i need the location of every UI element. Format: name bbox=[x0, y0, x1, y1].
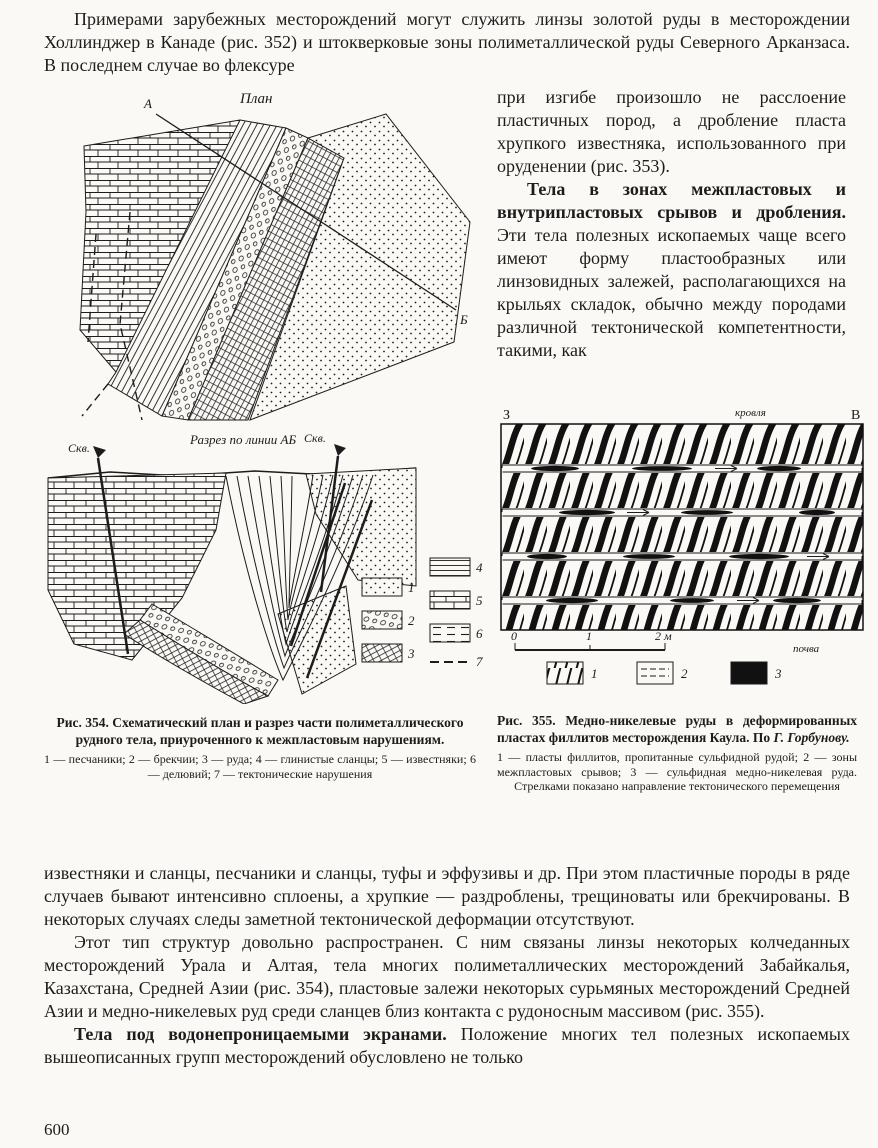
legend-number: 1 bbox=[591, 666, 598, 681]
shear-zone bbox=[503, 552, 862, 561]
plan-point-b: Б bbox=[460, 312, 468, 327]
scale-label: 1 bbox=[586, 629, 592, 643]
right-column bbox=[497, 86, 846, 402]
legend-number: 3 bbox=[408, 646, 415, 661]
legend-number: 5 bbox=[476, 593, 483, 608]
top-paragraph bbox=[44, 8, 850, 77]
legend-number: 3 bbox=[775, 666, 782, 681]
legend-swatch-phyllite bbox=[547, 662, 583, 684]
label-east: В bbox=[851, 408, 861, 423]
label-west: З bbox=[503, 408, 511, 423]
paragraph bbox=[44, 1023, 850, 1069]
scale-label: 0 bbox=[511, 629, 517, 643]
paragraph bbox=[497, 86, 846, 178]
caption-author: Г. Горбунову. bbox=[773, 730, 850, 745]
legend-swatch-clay-shale bbox=[430, 558, 470, 576]
section-title: Разрез по линии АБ bbox=[190, 432, 297, 447]
shear-zone bbox=[503, 596, 862, 605]
legend-number: 6 bbox=[476, 626, 483, 641]
legend-number: 2 bbox=[408, 613, 415, 628]
fig354-plan-diagram bbox=[44, 84, 480, 424]
shear-zone bbox=[503, 464, 862, 473]
borehole-flag bbox=[334, 444, 346, 456]
legend-swatch-limestone bbox=[430, 591, 470, 609]
fig355-legend bbox=[547, 662, 782, 684]
plan-point-a: А bbox=[144, 96, 152, 111]
paragraph-text: Примерами зарубежных месторождений могут служить линзы золотой руды в месторождении Холлинджер в Канаде (рис. 352) и штокверковые зоны полиметаллической руды Северного Арканзаса. В последнем случае во флексуре bbox=[44, 9, 850, 75]
legend-number: 1 bbox=[408, 580, 415, 595]
paragraph-text: известняки и сланцы, песчаники и сланцы, туфы и эффузивы и др. При этом пластичные породы в ряде случаев бывают интенсивно сплоены, а хрупкие — раздроблены, трещиноваты или брекчированы. В некоторых случаях следы заметной тектонической деформации отсутствуют. bbox=[44, 863, 850, 929]
caption-title-text: Рис. 355. Медно-никелевые руды в деформированных пластах филлитов месторождения Каула. По bbox=[497, 713, 857, 745]
label-roof: кровля bbox=[735, 407, 766, 419]
legend-number: 4 bbox=[476, 560, 483, 575]
fig355-scale-bar bbox=[511, 629, 672, 650]
borehole-label: Скв. bbox=[304, 431, 326, 445]
fig354-caption bbox=[44, 714, 476, 781]
run-in-heading: Тела в зонах межпластовых и внутрипластовых срывов и дробления. bbox=[497, 179, 846, 222]
fig354-section-diagram bbox=[40, 428, 492, 704]
legend-swatch-breccia bbox=[362, 611, 402, 629]
label-floor: почва bbox=[793, 643, 820, 655]
caption-title bbox=[497, 712, 857, 746]
legend-swatch-shear bbox=[637, 662, 673, 684]
paragraph bbox=[44, 931, 850, 1023]
borehole-label: Скв. bbox=[68, 441, 90, 455]
bottom-text bbox=[44, 862, 850, 1069]
shear-zone bbox=[503, 508, 862, 517]
paragraph-text: Положение многих тел полезных ископаемых вышеописанных групп месторождений обусловлено не только bbox=[44, 1024, 851, 1067]
page-number: 600 bbox=[44, 1120, 70, 1139]
legend-swatch-ore bbox=[362, 644, 402, 662]
caption-legend: 1 — песчаники; 2 — брекчии; 3 — руда; 4 — глинистые сланцы; 5 — известняки; 6 — делювий; 7 — тектонические нарушения bbox=[44, 752, 476, 781]
legend-swatch-sandstone bbox=[362, 578, 402, 596]
fig355-caption bbox=[497, 712, 857, 794]
legend-number: 2 bbox=[681, 666, 688, 681]
borehole-flag bbox=[93, 446, 106, 458]
caption-legend: 1 — пласты филлитов, пропитанные сульфидной рудой; 2 — зоны межпластовых срывов; 3 — сульфидная медно-никелевая руда. Стрелками показано направление тектонического перемещения bbox=[497, 750, 857, 793]
caption-title: Рис. 354. Схематический план и разрез части полиметаллического рудного тела, приуроченного к межпластовым нарушениям. bbox=[56, 715, 464, 747]
plan-title: План bbox=[240, 91, 273, 107]
run-in-heading: Тела под водонепроницаемыми экранами. bbox=[74, 1024, 447, 1044]
legend-number: 7 bbox=[476, 654, 483, 669]
paragraph-text: при изгибе произошло не расслоение пластичных пород, а дробление пласта хрупкого известняка, использованного при оруденении (рис. 353). bbox=[497, 87, 846, 176]
paragraph bbox=[44, 8, 850, 77]
scale-label: 2 м bbox=[655, 629, 672, 643]
paragraph-text: Эти тела полезных ископаемых чаще всего имеют форму пластообразных или линзовидных залежей, располагающихся на крыльях складок, обычно между породами различной тектонической компетентности, такими, как bbox=[497, 225, 846, 360]
paragraph bbox=[44, 862, 850, 931]
legend-swatch-deluvium bbox=[430, 624, 470, 642]
legend-swatch-sulfide-ore bbox=[731, 662, 767, 684]
paragraph-text: Этот тип структур довольно распространен. С ним связаны линзы некоторых колчеданных месторождений Урала и Алтая, тела многих полиметаллических месторождений Забайкалья, Казахстана, Средней Азии (рис. 354), пластовые залежи некоторых сурьмяных месторождений Средней Азии и медно-никелевых руд среди сланцев близ контакта с рудоносным массивом (рис. 355). bbox=[44, 932, 850, 1021]
fig355-diagram bbox=[497, 404, 870, 696]
fault-line bbox=[82, 384, 108, 416]
paragraph bbox=[497, 178, 846, 362]
